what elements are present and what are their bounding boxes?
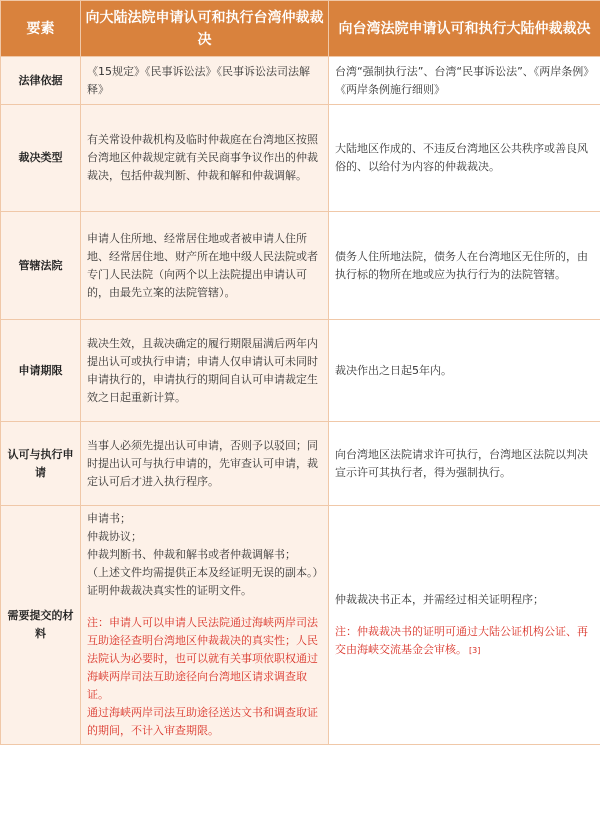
table-row <box>1 105 600 212</box>
row-key: 申请期限 <box>1 320 81 422</box>
mainland-materials-cell <box>81 506 329 745</box>
taiwan-note-text: 注：仲裁裁决书的证明可通过大陆公证机构公证、再交由海峡交流基金会审核。 <box>335 624 588 656</box>
reference-mark[interactable]: [3] <box>469 645 481 655</box>
material-line: 申请书； <box>87 512 131 525</box>
table-row <box>1 57 600 105</box>
taiwan-note <box>335 623 594 660</box>
material-line: 仲裁裁决书正本，并需经过相关证明程序； <box>335 592 544 606</box>
mainland-cell: 有关常设仲裁机构及临时仲裁庭在台湾地区按照台湾地区仲裁规定就有关民商事争议作出的仲裁裁决，包括仲裁判断、仲裁和解和仲裁调解。 <box>81 105 329 212</box>
table-row <box>1 320 600 422</box>
spacer <box>335 609 594 623</box>
mainland-cell: 裁决生效，且裁决确定的履行期限届满后两年内提出认可或执行申请；申请人仅申请认可未同时申请执行的，申请执行的期间自认可申请裁定生效之日起重新计算。 <box>81 320 329 422</box>
row-key: 法律依据 <box>1 57 81 105</box>
taiwan-cell: 向台湾地区法院请求许可执行，台湾地区法院以判决宣示许可其执行者，得为强制执行。 <box>329 422 600 506</box>
mainland-note: 通过海峡两岸司法互助途径送达文书和调查取证的期间，不计入审查期限。 <box>87 706 318 737</box>
header-key: 要素 <box>1 1 81 57</box>
taiwan-cell: 大陆地区作成的、不违反台湾地区公共秩序或善良风俗的、以给付为内容的仲裁裁决。 <box>329 105 600 212</box>
taiwan-cell: 裁决作出之日起5年内。 <box>329 320 600 422</box>
mainland-cell: 当事人必须先提出认可申请，否则予以驳回；同时提出认可与执行申请的，先审查认可申请，裁定认可后才进入执行程序。 <box>81 422 329 506</box>
spacer <box>87 600 322 614</box>
row-key: 需要提交的材料 <box>1 506 81 745</box>
material-line: （上述文件均需提供正本及经证明无误的副本。） <box>87 566 324 579</box>
row-key: 认可与执行申请 <box>1 422 81 506</box>
taiwan-cell: 台湾“强制执行法”、台湾“民事诉讼法”、《两岸条例》《两岸条例施行细则》 <box>329 57 600 105</box>
header-taiwan: 向台湾法院申请认可和执行大陆仲裁裁决 <box>329 1 600 57</box>
header-row <box>1 1 600 57</box>
row-key: 管辖法院 <box>1 212 81 320</box>
taiwan-cell: 债务人住所地法院，债务人在台湾地区无住所的，由执行标的物所在地或应为执行行为的法院管辖。 <box>329 212 600 320</box>
material-line: 仲裁协议； <box>87 530 142 543</box>
mainland-cell: 《15规定》《民事诉讼法》《民事诉讼法司法解释》 <box>81 57 329 105</box>
header-mainland: 向大陆法院申请认可和执行台湾仲裁裁决 <box>81 1 329 57</box>
taiwan-materials-cell <box>329 506 600 745</box>
mainland-cell: 申请人住所地、经常居住地或者被申请人住所地、经常居住地、财产所在地中级人民法院或者专门人民法院（向两个以上法院提出申请认可的，由最先立案的法院管辖）。 <box>81 212 329 320</box>
mainland-note: 注：申请人可以申请人民法院通过海峡两岸司法互助途径查明台湾地区仲裁裁决的真实性；人民法院认为必要时，也可以就有关事项依职权通过海峡两岸司法互助途径向台湾地区请求调查取证。 <box>87 616 318 701</box>
table-row <box>1 506 600 745</box>
table-row <box>1 212 600 320</box>
material-line: 仲裁判断书、仲裁和解书或者仲裁调解书； <box>87 548 296 561</box>
material-line: 证明仲裁裁决真实性的证明文件。 <box>87 584 252 597</box>
row-key: 裁决类型 <box>1 105 81 212</box>
table-row <box>1 422 600 506</box>
